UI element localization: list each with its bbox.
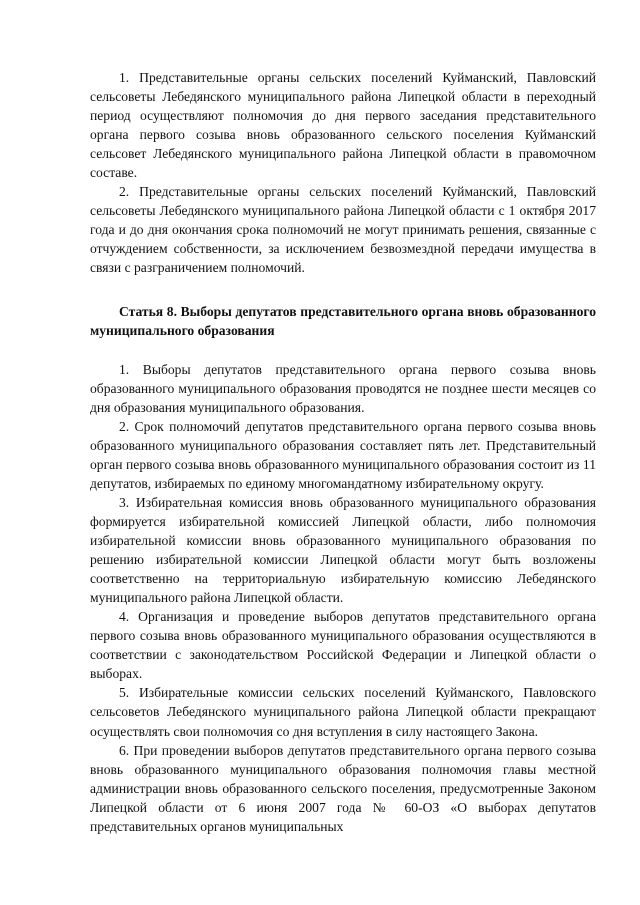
paragraph-2: 2. Представительные органы сельских поселений Куйманский, Павловский сельсоветы Лебедянского муниципального района Липецкой области с 1 октября 2017 года и до дня окончания срока полномочий не могут принимать решения, связанные с отчуждением собственности, за исключением безвозмездной передачи имущества в связи с разграничением полномочий. — [90, 184, 596, 276]
article-8-paragraph-1: 1. Выборы депутатов представительного органа первого созыва вновь образованного муниципального образования проводятся не позднее шести месяцев со дня образования муниципального образования. — [90, 361, 596, 415]
article-8-paragraph-6: 6. При проведении выборов депутатов представительного органа первого созыва вновь образованного муниципального образования полномочия главы местной администрации вновь образованного сельского поселения, предусмотренные Законом Липецкой области от 6 июня 2007 года № 60-ОЗ «О выборах депутатов представительных органов муниципальных — [90, 742, 596, 834]
article-8-heading: Статья 8. Выборы депутатов представительного органа вновь образованного муниципального образования — [90, 303, 596, 338]
article-8-paragraph-4: 4. Организация и проведение выборов депутатов представительного органа первого созыва вновь образованного муниципального образования осуществляются в соответствии с законодательством Российской Федерации и Липецкой области о выборах. — [90, 609, 596, 682]
spacer — [90, 340, 596, 360]
paragraph-1: 1. Представительные органы сельских поселений Куйманский, Павловский сельсоветы Лебедянского муниципального района Липецкой области в переходный период осуществляют полномочия до дня первого заседания представительного органа первого созыва вновь образованного сельского поселения Куйманский сельсовет Лебедянского муниципального района Липецкой области в правомочном составе. — [90, 70, 596, 181]
article-8-paragraph-2: 2. Срок полномочий депутатов представительного органа первого созыва вновь образованного муниципального образования составляет пять лет. Представительный орган первого созыва вновь образованного муниципального образования состоит из 11 депутатов, избираемых по единому многомандатному избирательному округу. — [90, 418, 596, 491]
document-page — [90, 68, 596, 836]
article-8-paragraph-5: 5. Избирательные комиссии сельских поселений Куйманского, Павловского сельсоветов Лебедянского муниципального района Липецкой области прекращают осуществлять свои полномочия со дня вступления в силу настоящего Закона. — [90, 685, 596, 739]
spacer — [90, 278, 596, 302]
article-8-paragraph-3: 3. Избирательная комиссия вновь образованного муниципального образования формируется избирательной комиссией Липецкой области, либо полномочия избирательной комиссии вновь образованного муниципального образования по решению избирательной комиссии Липецкой области могут быть возложены соответственно на территориальную избирательную комиссию Лебедянского муниципального района Липецкой области. — [90, 494, 596, 606]
